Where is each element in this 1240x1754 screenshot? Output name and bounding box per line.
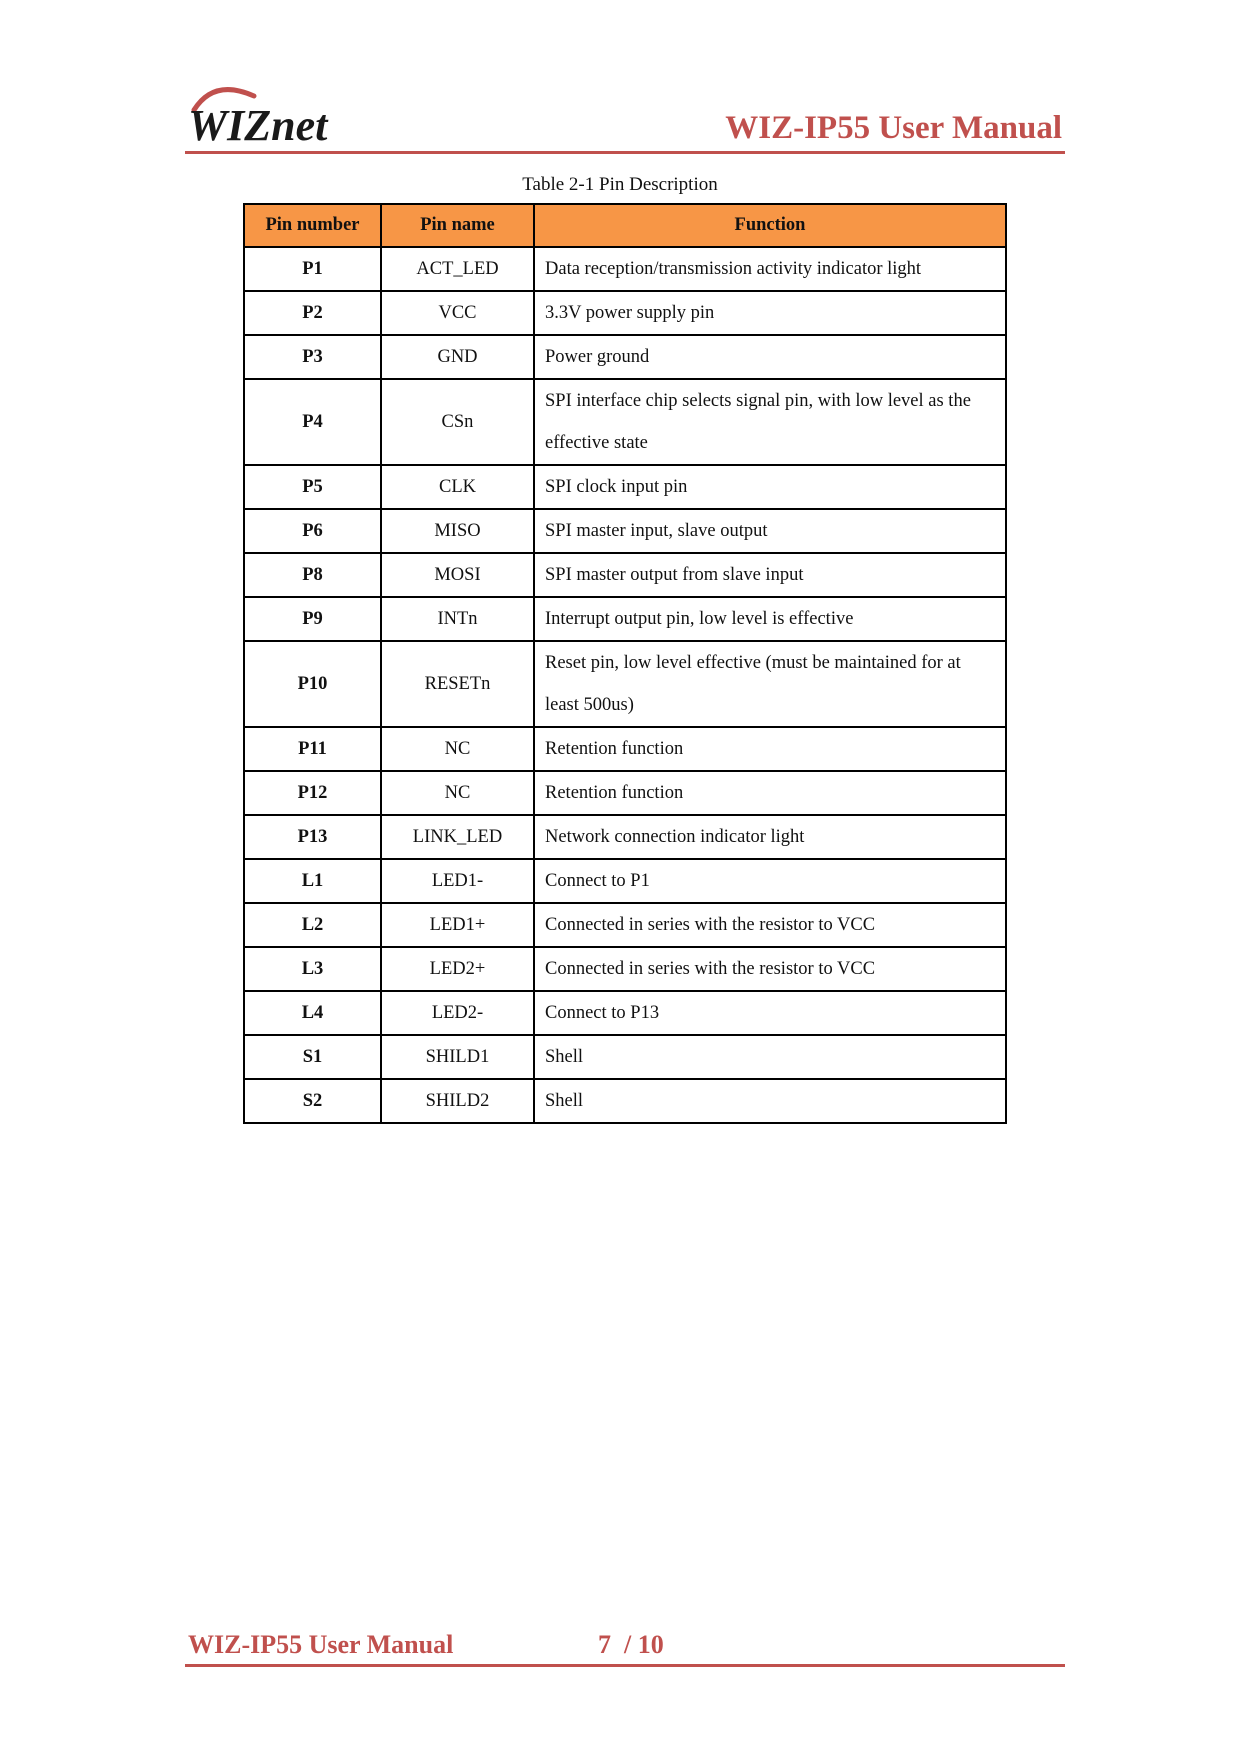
pin-name: LINK_LED [381,815,534,859]
pin-name: LED1+ [381,903,534,947]
header-rule [185,151,1065,154]
pin-number: L2 [244,903,381,947]
column-header-pin-name: Pin name [381,204,534,247]
table-row [244,335,1006,379]
pin-function: Shell [534,1079,1006,1123]
pin-function: 3.3V power supply pin [534,291,1006,335]
pin-name: VCC [381,291,534,335]
pin-name: LED1- [381,859,534,903]
table-row [244,291,1006,335]
table-caption: Table 2-1 Pin Description [522,174,718,195]
footer-rule [185,1664,1065,1667]
pin-function: Data reception/transmission activity indicator light [534,247,1006,291]
pin-name: SHILD1 [381,1035,534,1079]
pin-function: Retention function [534,727,1006,771]
table-row [244,509,1006,553]
column-header-pin-number: Pin number [244,204,381,247]
table-row [244,1035,1006,1079]
table-row [244,815,1006,859]
table-row [244,771,1006,815]
table-row [244,859,1006,903]
pin-number: P8 [244,553,381,597]
pin-number: P11 [244,727,381,771]
pin-name: MISO [381,509,534,553]
pin-number: S2 [244,1079,381,1123]
pin-function: SPI master input, slave output [534,509,1006,553]
pin-name: LED2+ [381,947,534,991]
pin-function: Retention function [534,771,1006,815]
pin-function: Connect to P13 [534,991,1006,1035]
footer-title: WIZ-IP55 User Manual [188,1630,454,1659]
pin-function: Power ground [534,335,1006,379]
table-row [244,553,1006,597]
header-title: WIZ-IP55 User Manual [725,110,1062,146]
pin-number: L1 [244,859,381,903]
table-row [244,465,1006,509]
pin-function: Connected in series with the resistor to VCC [534,947,1006,991]
pin-number: L4 [244,991,381,1035]
table-row [244,597,1006,641]
pin-name: GND [381,335,534,379]
pin-name: SHILD2 [381,1079,534,1123]
pin-function: Connect to P1 [534,859,1006,903]
pin-function: SPI interface chip selects signal pin, with low level as the effective state [534,379,1006,465]
pin-function: SPI master output from slave input [534,553,1006,597]
pin-name: NC [381,727,534,771]
table-row [244,903,1006,947]
column-header-function: Function [534,204,1006,247]
pin-name: NC [381,771,534,815]
table-row [244,1079,1006,1123]
pin-name: LED2- [381,991,534,1035]
pin-description-table [243,203,1007,1124]
pin-number: L3 [244,947,381,991]
svg-text:WIZnet: WIZnet [188,101,328,146]
page-number: 7 / 10 [598,1630,664,1659]
pin-name: RESETn [381,641,534,727]
pin-function: Shell [534,1035,1006,1079]
pin-number: P10 [244,641,381,727]
table-row [244,947,1006,991]
pin-name: ACT_LED [381,247,534,291]
pin-number: P4 [244,379,381,465]
pin-number: P5 [244,465,381,509]
pin-number: P3 [244,335,381,379]
table-row [244,991,1006,1035]
pin-name: CLK [381,465,534,509]
pin-number: P9 [244,597,381,641]
table-row [244,379,1006,465]
wiznet-logo [184,84,354,146]
pin-function: Connected in series with the resistor to VCC [534,903,1006,947]
pin-number: P6 [244,509,381,553]
pin-name: CSn [381,379,534,465]
pin-number: P2 [244,291,381,335]
table-row [244,247,1006,291]
pin-function: Interrupt output pin, low level is effective [534,597,1006,641]
pin-function: SPI clock input pin [534,465,1006,509]
pin-number: S1 [244,1035,381,1079]
pin-number: P12 [244,771,381,815]
table-row [244,727,1006,771]
pin-name: INTn [381,597,534,641]
pin-function: Network connection indicator light [534,815,1006,859]
table-row [244,641,1006,727]
pin-number: P1 [244,247,381,291]
table-header-row [244,204,1006,247]
pin-function: Reset pin, low level effective (must be maintained for at least 500us) [534,641,1006,727]
pin-number: P13 [244,815,381,859]
pin-name: MOSI [381,553,534,597]
